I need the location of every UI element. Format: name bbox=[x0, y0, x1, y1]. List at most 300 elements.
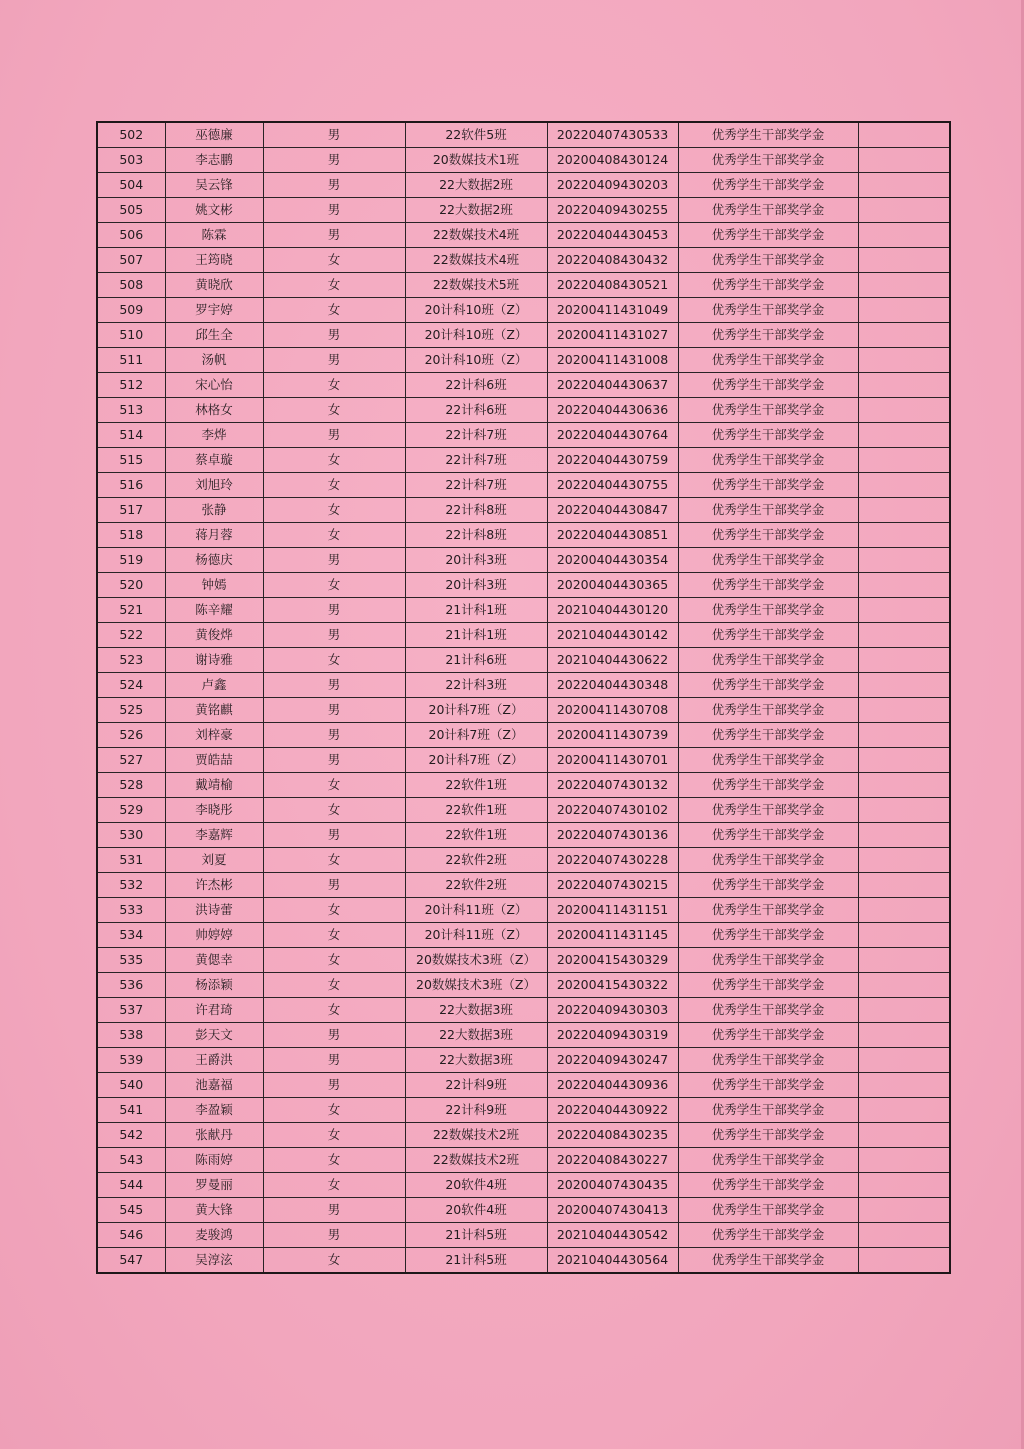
table-row bbox=[97, 523, 950, 548]
table-row bbox=[97, 323, 950, 348]
note-cell bbox=[858, 573, 950, 598]
gender-cell: 女 bbox=[263, 298, 405, 323]
student-id-cell: 20210404430120 bbox=[547, 598, 678, 623]
student-name-cell: 吴淳泫 bbox=[165, 1248, 263, 1274]
gender-cell: 男 bbox=[263, 1223, 405, 1248]
table-row bbox=[97, 248, 950, 273]
row-number-cell: 534 bbox=[97, 923, 165, 948]
student-name-cell: 蔡卓璇 bbox=[165, 448, 263, 473]
award-cell: 优秀学生干部奖学金 bbox=[678, 1148, 858, 1173]
class-cell: 22大数据3班 bbox=[405, 1048, 547, 1073]
student-name-cell: 李盈颖 bbox=[165, 1098, 263, 1123]
award-cell: 优秀学生干部奖学金 bbox=[678, 1223, 858, 1248]
row-number-cell: 533 bbox=[97, 898, 165, 923]
gender-cell: 女 bbox=[263, 648, 405, 673]
student-name-cell: 宋心怡 bbox=[165, 373, 263, 398]
award-cell: 优秀学生干部奖学金 bbox=[678, 898, 858, 923]
row-number-cell: 503 bbox=[97, 148, 165, 173]
row-number-cell: 546 bbox=[97, 1223, 165, 1248]
gender-cell: 女 bbox=[263, 898, 405, 923]
student-id-cell: 20200415430322 bbox=[547, 973, 678, 998]
table-row bbox=[97, 1148, 950, 1173]
table-row bbox=[97, 1198, 950, 1223]
table-row bbox=[97, 923, 950, 948]
gender-cell: 女 bbox=[263, 973, 405, 998]
note-cell bbox=[858, 248, 950, 273]
student-name-cell: 张静 bbox=[165, 498, 263, 523]
row-number-cell: 521 bbox=[97, 598, 165, 623]
student-id-cell: 20220409430319 bbox=[547, 1023, 678, 1048]
class-cell: 22大数据3班 bbox=[405, 1023, 547, 1048]
row-number-cell: 527 bbox=[97, 748, 165, 773]
class-cell: 21计科6班 bbox=[405, 648, 547, 673]
row-number-cell: 523 bbox=[97, 648, 165, 673]
student-id-cell: 20220404430851 bbox=[547, 523, 678, 548]
student-id-cell: 20200415430329 bbox=[547, 948, 678, 973]
award-cell: 优秀学生干部奖学金 bbox=[678, 498, 858, 523]
award-cell: 优秀学生干部奖学金 bbox=[678, 548, 858, 573]
note-cell bbox=[858, 1098, 950, 1123]
table-row bbox=[97, 198, 950, 223]
award-cell: 优秀学生干部奖学金 bbox=[678, 798, 858, 823]
note-cell bbox=[858, 373, 950, 398]
award-cell: 优秀学生干部奖学金 bbox=[678, 248, 858, 273]
note-cell bbox=[858, 998, 950, 1023]
student-name-cell: 李志鹏 bbox=[165, 148, 263, 173]
note-cell bbox=[858, 298, 950, 323]
award-cell: 优秀学生干部奖学金 bbox=[678, 973, 858, 998]
student-name-cell: 张献丹 bbox=[165, 1123, 263, 1148]
award-cell: 优秀学生干部奖学金 bbox=[678, 1023, 858, 1048]
class-cell: 22数媒技术2班 bbox=[405, 1148, 547, 1173]
student-id-cell: 20220404430759 bbox=[547, 448, 678, 473]
student-name-cell: 姚文彬 bbox=[165, 198, 263, 223]
award-cell: 优秀学生干部奖学金 bbox=[678, 1173, 858, 1198]
row-number-cell: 535 bbox=[97, 948, 165, 973]
table-row bbox=[97, 148, 950, 173]
row-number-cell: 511 bbox=[97, 348, 165, 373]
student-id-cell: 20220408430432 bbox=[547, 248, 678, 273]
student-id-cell: 20220408430227 bbox=[547, 1148, 678, 1173]
table-row bbox=[97, 573, 950, 598]
student-id-cell: 20210404430622 bbox=[547, 648, 678, 673]
class-cell: 22数媒技术4班 bbox=[405, 223, 547, 248]
row-number-cell: 505 bbox=[97, 198, 165, 223]
table-row bbox=[97, 773, 950, 798]
class-cell: 20软件4班 bbox=[405, 1198, 547, 1223]
gender-cell: 男 bbox=[263, 748, 405, 773]
student-name-cell: 林格女 bbox=[165, 398, 263, 423]
class-cell: 22计科7班 bbox=[405, 473, 547, 498]
award-cell: 优秀学生干部奖学金 bbox=[678, 448, 858, 473]
award-cell: 优秀学生干部奖学金 bbox=[678, 698, 858, 723]
award-cell: 优秀学生干部奖学金 bbox=[678, 923, 858, 948]
student-id-cell: 20200408430124 bbox=[547, 148, 678, 173]
gender-cell: 女 bbox=[263, 448, 405, 473]
note-cell bbox=[858, 948, 950, 973]
note-cell bbox=[858, 122, 950, 148]
student-id-cell: 20220404430637 bbox=[547, 373, 678, 398]
student-name-cell: 麦骏鸿 bbox=[165, 1223, 263, 1248]
student-name-cell: 王筠晓 bbox=[165, 248, 263, 273]
student-name-cell: 邱生全 bbox=[165, 323, 263, 348]
student-name-cell: 罗宇婷 bbox=[165, 298, 263, 323]
row-number-cell: 518 bbox=[97, 523, 165, 548]
student-id-cell: 20200411430708 bbox=[547, 698, 678, 723]
student-id-cell: 20220409430303 bbox=[547, 998, 678, 1023]
row-number-cell: 531 bbox=[97, 848, 165, 873]
award-cell: 优秀学生干部奖学金 bbox=[678, 122, 858, 148]
class-cell: 22计科9班 bbox=[405, 1098, 547, 1123]
class-cell: 22软件5班 bbox=[405, 122, 547, 148]
student-name-cell: 池嘉福 bbox=[165, 1073, 263, 1098]
note-cell bbox=[858, 1148, 950, 1173]
award-cell: 优秀学生干部奖学金 bbox=[678, 748, 858, 773]
gender-cell: 女 bbox=[263, 573, 405, 598]
row-number-cell: 538 bbox=[97, 1023, 165, 1048]
student-id-cell: 20220404430348 bbox=[547, 673, 678, 698]
note-cell bbox=[858, 148, 950, 173]
gender-cell: 女 bbox=[263, 773, 405, 798]
table-row bbox=[97, 1098, 950, 1123]
row-number-cell: 526 bbox=[97, 723, 165, 748]
student-name-cell: 陈雨婷 bbox=[165, 1148, 263, 1173]
row-number-cell: 541 bbox=[97, 1098, 165, 1123]
student-id-cell: 20200404430365 bbox=[547, 573, 678, 598]
note-cell bbox=[858, 873, 950, 898]
student-id-cell: 20220408430521 bbox=[547, 273, 678, 298]
student-name-cell: 李烨 bbox=[165, 423, 263, 448]
class-cell: 20软件4班 bbox=[405, 1173, 547, 1198]
row-number-cell: 539 bbox=[97, 1048, 165, 1073]
table-row bbox=[97, 1248, 950, 1274]
award-cell: 优秀学生干部奖学金 bbox=[678, 298, 858, 323]
gender-cell: 女 bbox=[263, 273, 405, 298]
class-cell: 21计科5班 bbox=[405, 1223, 547, 1248]
gender-cell: 男 bbox=[263, 723, 405, 748]
class-cell: 21计科5班 bbox=[405, 1248, 547, 1274]
row-number-cell: 515 bbox=[97, 448, 165, 473]
table-row bbox=[97, 823, 950, 848]
note-cell bbox=[858, 223, 950, 248]
student-name-cell: 许君琦 bbox=[165, 998, 263, 1023]
class-cell: 21计科1班 bbox=[405, 623, 547, 648]
gender-cell: 女 bbox=[263, 848, 405, 873]
student-name-cell: 王爵洪 bbox=[165, 1048, 263, 1073]
note-cell bbox=[858, 548, 950, 573]
gender-cell: 男 bbox=[263, 173, 405, 198]
student-id-cell: 20200411430739 bbox=[547, 723, 678, 748]
student-id-cell: 20220404430922 bbox=[547, 1098, 678, 1123]
table-row bbox=[97, 798, 950, 823]
table-row bbox=[97, 223, 950, 248]
note-cell bbox=[858, 323, 950, 348]
class-cell: 22数媒技术2班 bbox=[405, 1123, 547, 1148]
table-row bbox=[97, 598, 950, 623]
student-id-cell: 20220408430235 bbox=[547, 1123, 678, 1148]
note-cell bbox=[858, 1223, 950, 1248]
class-cell: 22计科6班 bbox=[405, 398, 547, 423]
student-id-cell: 20220407430102 bbox=[547, 798, 678, 823]
gender-cell: 男 bbox=[263, 148, 405, 173]
award-cell: 优秀学生干部奖学金 bbox=[678, 823, 858, 848]
student-id-cell: 20200411431049 bbox=[547, 298, 678, 323]
class-cell: 20计科7班（Z） bbox=[405, 723, 547, 748]
note-cell bbox=[858, 1048, 950, 1073]
student-name-cell: 黄偲幸 bbox=[165, 948, 263, 973]
note-cell bbox=[858, 598, 950, 623]
class-cell: 20计科10班（Z） bbox=[405, 348, 547, 373]
table-row bbox=[97, 273, 950, 298]
gender-cell: 男 bbox=[263, 1073, 405, 1098]
table-row bbox=[97, 122, 950, 148]
row-number-cell: 540 bbox=[97, 1073, 165, 1098]
note-cell bbox=[858, 898, 950, 923]
gender-cell: 女 bbox=[263, 1123, 405, 1148]
class-cell: 22计科7班 bbox=[405, 448, 547, 473]
table-row bbox=[97, 848, 950, 873]
note-cell bbox=[858, 523, 950, 548]
gender-cell: 女 bbox=[263, 998, 405, 1023]
class-cell: 22大数据3班 bbox=[405, 998, 547, 1023]
table-row bbox=[97, 723, 950, 748]
class-cell: 22计科9班 bbox=[405, 1073, 547, 1098]
student-id-cell: 20210404430564 bbox=[547, 1248, 678, 1274]
gender-cell: 女 bbox=[263, 473, 405, 498]
class-cell: 20计科7班（Z） bbox=[405, 748, 547, 773]
student-id-cell: 20200411431008 bbox=[547, 348, 678, 373]
award-cell: 优秀学生干部奖学金 bbox=[678, 1198, 858, 1223]
student-name-cell: 黄铭麒 bbox=[165, 698, 263, 723]
gender-cell: 男 bbox=[263, 673, 405, 698]
note-cell bbox=[858, 723, 950, 748]
gender-cell: 男 bbox=[263, 1023, 405, 1048]
student-id-cell: 20220404430936 bbox=[547, 1073, 678, 1098]
award-cell: 优秀学生干部奖学金 bbox=[678, 323, 858, 348]
award-cell: 优秀学生干部奖学金 bbox=[678, 373, 858, 398]
gender-cell: 男 bbox=[263, 823, 405, 848]
award-cell: 优秀学生干部奖学金 bbox=[678, 673, 858, 698]
student-name-cell: 洪诗蕾 bbox=[165, 898, 263, 923]
class-cell: 22计科8班 bbox=[405, 498, 547, 523]
note-cell bbox=[858, 423, 950, 448]
student-name-cell: 刘梓豪 bbox=[165, 723, 263, 748]
gender-cell: 男 bbox=[263, 198, 405, 223]
student-name-cell: 李嘉辉 bbox=[165, 823, 263, 848]
student-name-cell: 汤帆 bbox=[165, 348, 263, 373]
student-id-cell: 20220409430247 bbox=[547, 1048, 678, 1073]
award-cell: 优秀学生干部奖学金 bbox=[678, 873, 858, 898]
table-row bbox=[97, 448, 950, 473]
class-cell: 22大数据2班 bbox=[405, 198, 547, 223]
class-cell: 20计科11班（Z） bbox=[405, 898, 547, 923]
student-id-cell: 20220407430132 bbox=[547, 773, 678, 798]
table-row bbox=[97, 1223, 950, 1248]
table-row bbox=[97, 673, 950, 698]
award-cell: 优秀学生干部奖学金 bbox=[678, 598, 858, 623]
student-id-cell: 20200411431027 bbox=[547, 323, 678, 348]
award-cell: 优秀学生干部奖学金 bbox=[678, 1048, 858, 1073]
row-number-cell: 507 bbox=[97, 248, 165, 273]
class-cell: 22计科8班 bbox=[405, 523, 547, 548]
student-id-cell: 20200411431151 bbox=[547, 898, 678, 923]
student-id-cell: 20220404430847 bbox=[547, 498, 678, 523]
student-name-cell: 陈辛耀 bbox=[165, 598, 263, 623]
student-name-cell: 刘旭玲 bbox=[165, 473, 263, 498]
class-cell: 20计科3班 bbox=[405, 548, 547, 573]
award-cell: 优秀学生干部奖学金 bbox=[678, 848, 858, 873]
class-cell: 22软件1班 bbox=[405, 823, 547, 848]
note-cell bbox=[858, 798, 950, 823]
gender-cell: 女 bbox=[263, 373, 405, 398]
table-row bbox=[97, 873, 950, 898]
row-number-cell: 502 bbox=[97, 122, 165, 148]
class-cell: 22计科6班 bbox=[405, 373, 547, 398]
table-row bbox=[97, 373, 950, 398]
table-row bbox=[97, 1073, 950, 1098]
note-cell bbox=[858, 398, 950, 423]
student-name-cell: 许杰彬 bbox=[165, 873, 263, 898]
row-number-cell: 537 bbox=[97, 998, 165, 1023]
student-id-cell: 20200407430435 bbox=[547, 1173, 678, 1198]
table-row bbox=[97, 548, 950, 573]
row-number-cell: 509 bbox=[97, 298, 165, 323]
note-cell bbox=[858, 1023, 950, 1048]
award-cell: 优秀学生干部奖学金 bbox=[678, 423, 858, 448]
class-cell: 22软件1班 bbox=[405, 773, 547, 798]
note-cell bbox=[858, 648, 950, 673]
gender-cell: 女 bbox=[263, 1173, 405, 1198]
row-number-cell: 516 bbox=[97, 473, 165, 498]
gender-cell: 男 bbox=[263, 1048, 405, 1073]
note-cell bbox=[858, 773, 950, 798]
award-cell: 优秀学生干部奖学金 bbox=[678, 1123, 858, 1148]
student-name-cell: 钟嫣 bbox=[165, 573, 263, 598]
note-cell bbox=[858, 473, 950, 498]
note-cell bbox=[858, 498, 950, 523]
table-row bbox=[97, 398, 950, 423]
row-number-cell: 543 bbox=[97, 1148, 165, 1173]
award-cell: 优秀学生干部奖学金 bbox=[678, 773, 858, 798]
student-name-cell: 谢诗雅 bbox=[165, 648, 263, 673]
class-cell: 20计科10班（Z） bbox=[405, 298, 547, 323]
student-id-cell: 20200404430354 bbox=[547, 548, 678, 573]
gender-cell: 女 bbox=[263, 948, 405, 973]
student-name-cell: 蒋月蓉 bbox=[165, 523, 263, 548]
table-row bbox=[97, 348, 950, 373]
table-row bbox=[97, 498, 950, 523]
table-row bbox=[97, 1023, 950, 1048]
gender-cell: 男 bbox=[263, 698, 405, 723]
row-number-cell: 514 bbox=[97, 423, 165, 448]
student-id-cell: 20210404430142 bbox=[547, 623, 678, 648]
award-cell: 优秀学生干部奖学金 bbox=[678, 148, 858, 173]
row-number-cell: 506 bbox=[97, 223, 165, 248]
gender-cell: 男 bbox=[263, 873, 405, 898]
class-cell: 22计科3班 bbox=[405, 673, 547, 698]
student-id-cell: 20200411431145 bbox=[547, 923, 678, 948]
table-row bbox=[97, 1173, 950, 1198]
student-id-cell: 20210404430542 bbox=[547, 1223, 678, 1248]
gender-cell: 男 bbox=[263, 223, 405, 248]
class-cell: 21计科1班 bbox=[405, 598, 547, 623]
row-number-cell: 536 bbox=[97, 973, 165, 998]
row-number-cell: 519 bbox=[97, 548, 165, 573]
table-row bbox=[97, 473, 950, 498]
class-cell: 22软件1班 bbox=[405, 798, 547, 823]
student-id-cell: 20220409430203 bbox=[547, 173, 678, 198]
student-name-cell: 黄大锋 bbox=[165, 1198, 263, 1223]
roster-body bbox=[97, 122, 950, 1273]
gender-cell: 男 bbox=[263, 623, 405, 648]
scholarship-roster-table bbox=[96, 121, 951, 1274]
student-id-cell: 20220404430764 bbox=[547, 423, 678, 448]
row-number-cell: 522 bbox=[97, 623, 165, 648]
row-number-cell: 524 bbox=[97, 673, 165, 698]
award-cell: 优秀学生干部奖学金 bbox=[678, 1248, 858, 1274]
award-cell: 优秀学生干部奖学金 bbox=[678, 948, 858, 973]
table-row bbox=[97, 1123, 950, 1148]
note-cell bbox=[858, 273, 950, 298]
class-cell: 20计科7班（Z） bbox=[405, 698, 547, 723]
class-cell: 20数媒技术3班（Z） bbox=[405, 948, 547, 973]
student-name-cell: 黄俊烨 bbox=[165, 623, 263, 648]
note-cell bbox=[858, 748, 950, 773]
note-cell bbox=[858, 348, 950, 373]
award-cell: 优秀学生干部奖学金 bbox=[678, 648, 858, 673]
gender-cell: 男 bbox=[263, 423, 405, 448]
gender-cell: 男 bbox=[263, 323, 405, 348]
student-name-cell: 黄晓欣 bbox=[165, 273, 263, 298]
class-cell: 20数媒技术1班 bbox=[405, 148, 547, 173]
gender-cell: 女 bbox=[263, 498, 405, 523]
row-number-cell: 530 bbox=[97, 823, 165, 848]
student-id-cell: 20220407430228 bbox=[547, 848, 678, 873]
note-cell bbox=[858, 973, 950, 998]
row-number-cell: 525 bbox=[97, 698, 165, 723]
gender-cell: 女 bbox=[263, 923, 405, 948]
student-id-cell: 20200411430701 bbox=[547, 748, 678, 773]
gender-cell: 女 bbox=[263, 398, 405, 423]
row-number-cell: 545 bbox=[97, 1198, 165, 1223]
table-row bbox=[97, 998, 950, 1023]
table-row bbox=[97, 698, 950, 723]
award-cell: 优秀学生干部奖学金 bbox=[678, 348, 858, 373]
note-cell bbox=[858, 823, 950, 848]
note-cell bbox=[858, 1248, 950, 1274]
gender-cell: 女 bbox=[263, 1248, 405, 1274]
student-name-cell: 吴云锋 bbox=[165, 173, 263, 198]
class-cell: 22软件2班 bbox=[405, 848, 547, 873]
student-id-cell: 20220407430215 bbox=[547, 873, 678, 898]
award-cell: 优秀学生干部奖学金 bbox=[678, 623, 858, 648]
note-cell bbox=[858, 198, 950, 223]
note-cell bbox=[858, 1198, 950, 1223]
table-row bbox=[97, 423, 950, 448]
table-row bbox=[97, 973, 950, 998]
row-number-cell: 517 bbox=[97, 498, 165, 523]
student-id-cell: 20200407430413 bbox=[547, 1198, 678, 1223]
award-cell: 优秀学生干部奖学金 bbox=[678, 198, 858, 223]
row-number-cell: 544 bbox=[97, 1173, 165, 1198]
class-cell: 22大数据2班 bbox=[405, 173, 547, 198]
note-cell bbox=[858, 448, 950, 473]
gender-cell: 女 bbox=[263, 523, 405, 548]
table-row bbox=[97, 173, 950, 198]
note-cell bbox=[858, 1173, 950, 1198]
class-cell: 20数媒技术3班（Z） bbox=[405, 973, 547, 998]
note-cell bbox=[858, 173, 950, 198]
